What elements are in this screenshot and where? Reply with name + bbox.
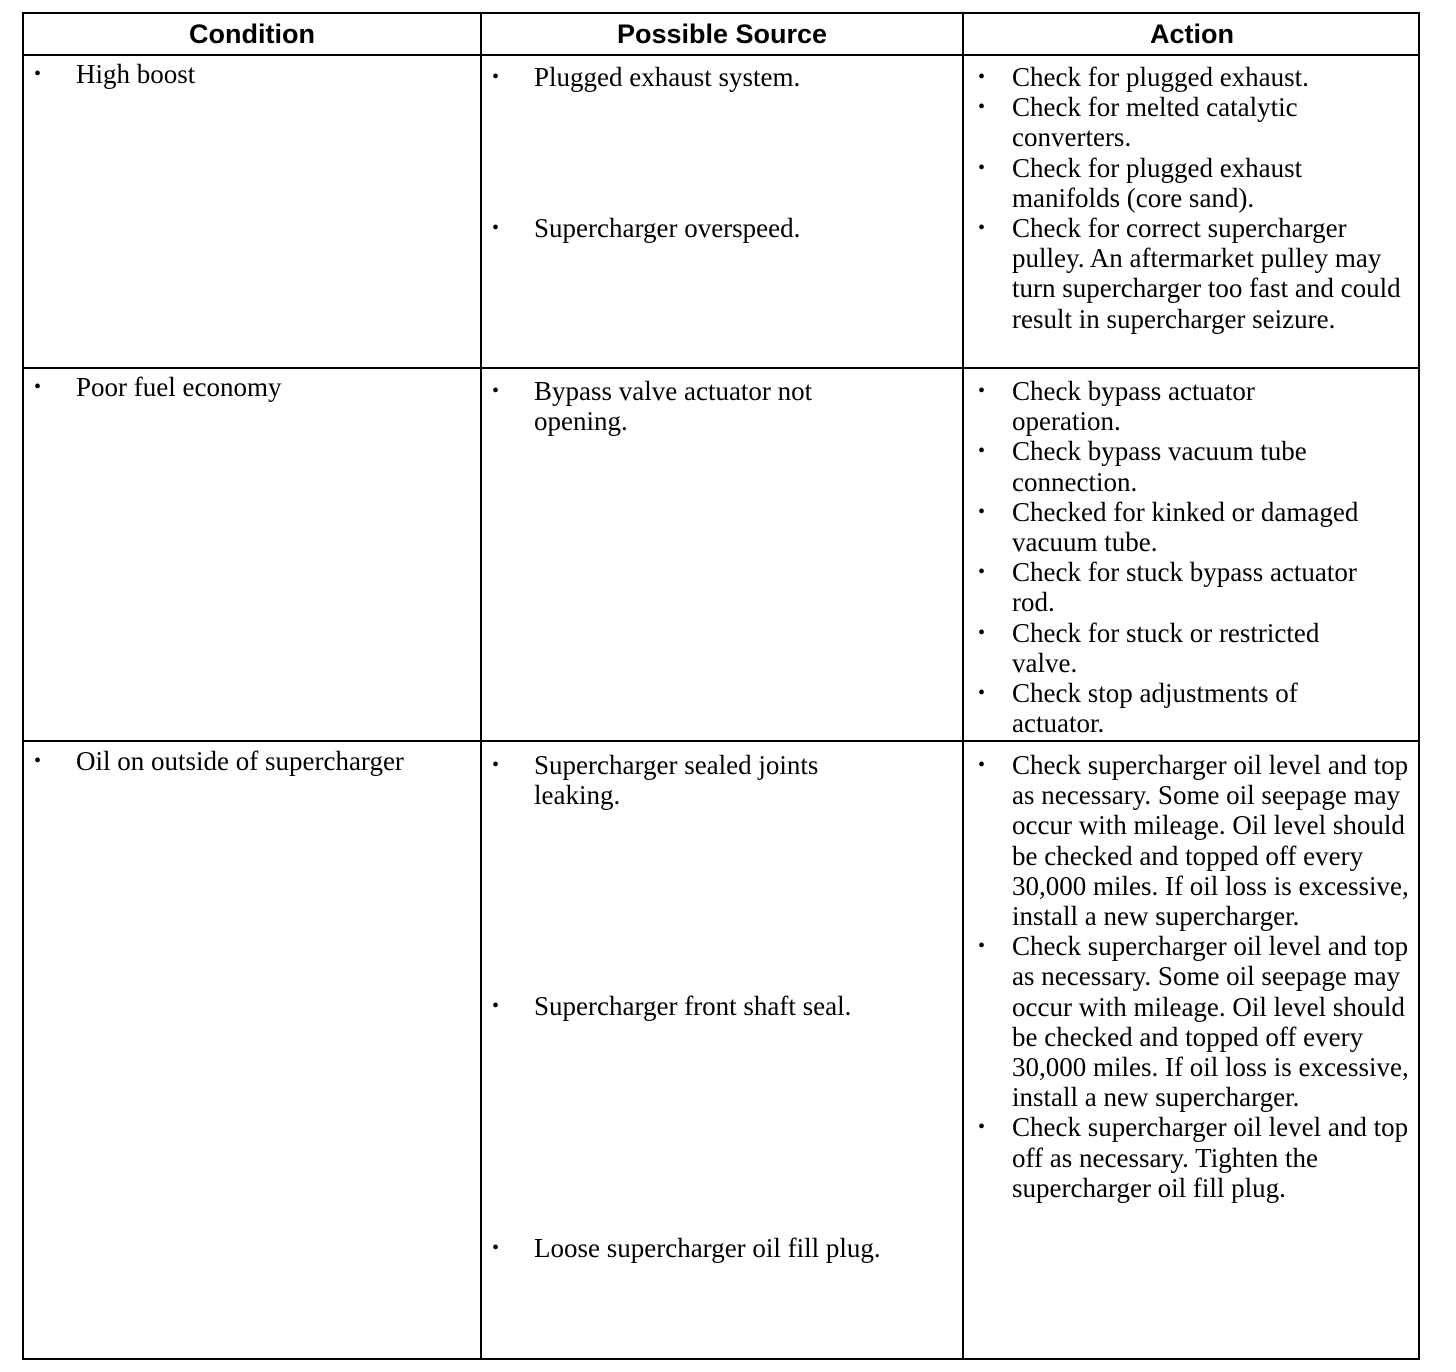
bullet-icon: •	[492, 217, 500, 240]
action-cell	[964, 750, 1416, 1203]
bullet-icon: •	[978, 380, 986, 402]
source-cell	[482, 376, 902, 436]
bullet-icon: •	[34, 750, 42, 772]
action-text: Check for plugged exhaust manifolds (core sand).	[1012, 152, 1303, 213]
source-text: Supercharger overspeed.	[534, 213, 801, 244]
list-item	[964, 436, 1364, 496]
action-text: Checked for kinked or damaged vacuum tube.	[1012, 496, 1359, 558]
bullet-icon: •	[492, 1236, 500, 1259]
condition-text: Oil on outside of supercharger	[76, 746, 404, 776]
action-text: Check bypass vacuum tube connection.	[1012, 436, 1307, 497]
list-item	[482, 213, 962, 243]
list-item	[964, 557, 1364, 617]
source-text: Loose supercharger oil fill plug.	[534, 1232, 881, 1263]
bullet-icon: •	[34, 63, 42, 85]
list-item	[482, 376, 902, 436]
bullet-icon: •	[978, 96, 986, 119]
header-possible-source: Possible Source	[616, 18, 828, 49]
row-divider	[24, 740, 1418, 742]
list-item	[964, 213, 1412, 334]
action-text: Check supercharger oil level and top off as necessary. Tighten the supercharger oil fill plug.	[1012, 1112, 1409, 1203]
troubleshooting-table	[22, 12, 1420, 1360]
source-text: Supercharger sealed joints leaking.	[534, 750, 819, 811]
list-item	[964, 931, 1416, 1112]
action-text: Check supercharger oil level and top as necessary. Some oil seepage may occur with mileage. Oil level should be checked and topped off every 30,000 miles. If oil loss is excessive, install a new supercharger.	[1012, 750, 1409, 932]
list-item	[964, 153, 1412, 213]
action-cell	[964, 376, 1364, 738]
condition-text: High boost	[76, 59, 196, 89]
source-text: Supercharger front shaft seal.	[534, 991, 852, 1022]
bullet-icon: •	[978, 500, 986, 523]
bullet-icon: •	[978, 156, 986, 179]
source-cell	[482, 750, 902, 1263]
header-condition: Condition	[189, 18, 315, 49]
list-item	[964, 62, 1412, 92]
bullet-icon: •	[492, 66, 500, 88]
list-item	[24, 746, 480, 776]
condition-cell	[24, 372, 480, 402]
action-text: Check for correct supercharger pulley. An aftermarket pulley may turn supercharger too fast and could result in supercharger seizure.	[1012, 213, 1401, 334]
list-item	[964, 92, 1412, 152]
action-text: Check for stuck or restricted valve.	[1012, 617, 1320, 678]
list-item	[482, 991, 902, 1021]
bullet-icon: •	[978, 621, 986, 644]
action-text: Check stop adjustments of actuator.	[1012, 678, 1298, 739]
action-text: Check for melted catalytic converters.	[1012, 92, 1298, 153]
list-item	[964, 618, 1364, 678]
list-item	[964, 678, 1364, 738]
row-divider	[24, 54, 1418, 56]
bullet-icon: •	[978, 66, 986, 88]
list-item	[964, 1112, 1416, 1203]
row-divider	[24, 367, 1418, 369]
list-item	[24, 372, 480, 402]
bullet-icon: •	[978, 682, 986, 705]
condition-cell	[24, 746, 480, 776]
bullet-icon: •	[34, 376, 42, 398]
list-item	[964, 497, 1364, 557]
bullet-icon: •	[978, 754, 986, 776]
bullet-icon: •	[978, 561, 986, 584]
action-text: Check for plugged exhaust.	[1012, 62, 1309, 92]
list-item	[24, 59, 480, 89]
source-text: Bypass valve actuator not opening.	[534, 376, 813, 437]
bullet-icon: •	[978, 1116, 986, 1139]
bullet-icon: •	[492, 380, 500, 402]
source-text: Plugged exhaust system.	[534, 62, 801, 92]
bullet-icon: •	[978, 935, 986, 958]
list-item	[482, 1233, 902, 1263]
bullet-icon: •	[978, 217, 986, 240]
action-cell	[964, 62, 1420, 334]
condition-text: Poor fuel economy	[76, 372, 282, 402]
header-action: Action	[1150, 18, 1234, 49]
source-cell	[482, 62, 962, 243]
list-item	[482, 750, 902, 810]
list-item	[964, 750, 1416, 931]
list-item	[482, 62, 962, 92]
action-text: Check for stuck bypass actuator rod.	[1012, 557, 1357, 618]
bullet-icon: •	[492, 995, 500, 1018]
bullet-icon: •	[492, 754, 500, 776]
action-text: Check bypass actuator operation.	[1012, 376, 1255, 437]
list-item	[964, 376, 1364, 436]
bullet-icon: •	[978, 440, 986, 463]
action-text: Check supercharger oil level and top as necessary. Some oil seepage may occur with mileage. Oil level should be checked and topped off every 30,000 miles. If oil loss is excessive, install a new supercharger.	[1012, 931, 1409, 1113]
condition-cell	[24, 59, 480, 89]
